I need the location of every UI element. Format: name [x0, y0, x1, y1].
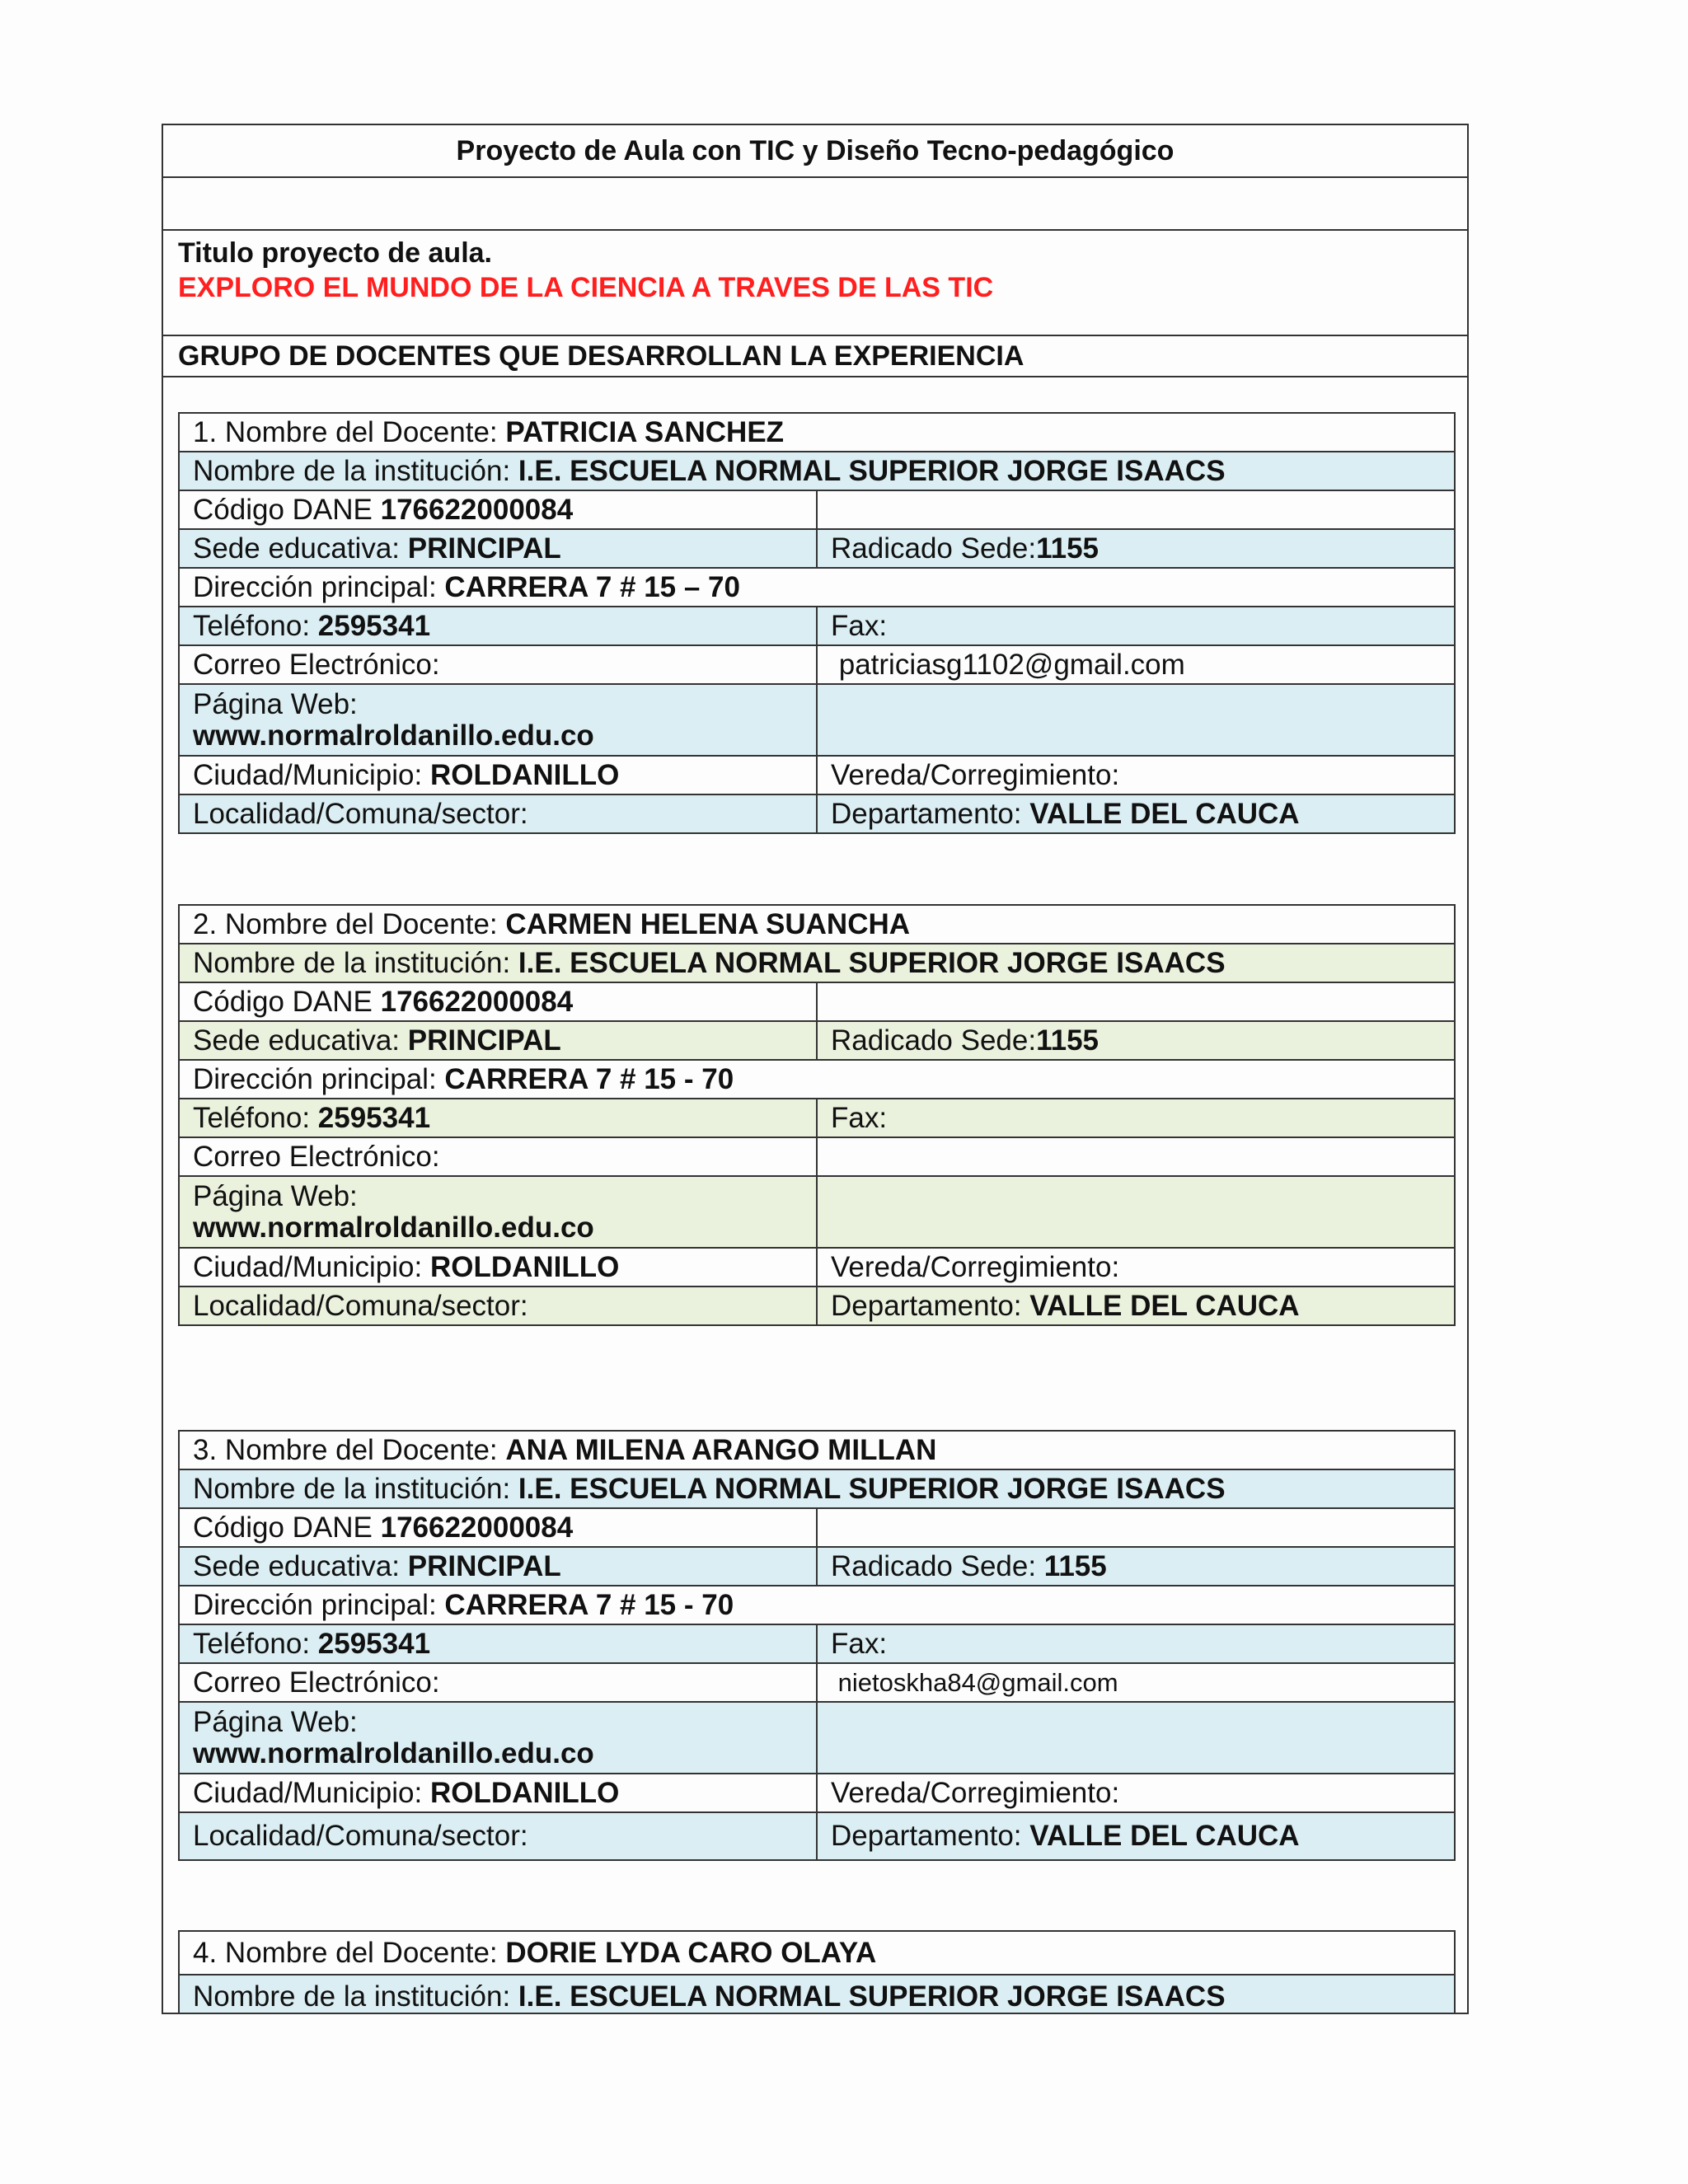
teacher-name: DORIE LYDA CARO OLAYA — [505, 1936, 877, 1969]
web-value: www.normalroldanillo.edu.co — [193, 1736, 594, 1769]
teacher-name-row: 1. Nombre del Docente: PATRICIA SANCHEZ — [179, 413, 1455, 452]
empty-row — [163, 178, 1467, 231]
web-value: www.normalroldanillo.edu.co — [193, 1211, 594, 1244]
document-frame — [162, 124, 1469, 2014]
teacher-name-row: 2. Nombre del Docente: CARMEN HELENA SUANCHA — [179, 905, 1455, 944]
teacher-name: CARMEN HELENA SUANCHA — [505, 907, 911, 940]
institution-row: Nombre de la institución: I.E. ESCUELA NORMAL SUPERIOR JORGE ISAACS — [179, 1469, 1455, 1508]
phone-value: 2595341 — [317, 1627, 431, 1660]
web-row: Página Web: www.normalroldanillo.edu.co — [179, 684, 1455, 756]
sede-value: PRINCIPAL — [407, 1024, 561, 1057]
email-row: Correo Electrónico: nietoskha84@gmail.com — [179, 1663, 1455, 1702]
teacher-table-1 — [178, 412, 1456, 834]
teacher-name-row: 4. Nombre del Docente: DORIE LYDA CARO OLAYA — [179, 1931, 1455, 1975]
sede-value: PRINCIPAL — [407, 1549, 561, 1582]
document-title: Proyecto de Aula con TIC y Diseño Tecno-pedagógico — [163, 125, 1467, 178]
department-value: VALLE DEL CAUCA — [1029, 797, 1300, 830]
city-value: ROLDANILLO — [429, 1776, 620, 1809]
city-row: Ciudad/Municipio: ROLDANILLO Vereda/Corregimiento: — [179, 1774, 1455, 1812]
address-row: Dirección principal: CARRERA 7 # 15 – 70 — [179, 568, 1455, 607]
radicado-value: 1155 — [1036, 1549, 1107, 1582]
phone-row: Teléfono: 2595341 Fax: — [179, 607, 1455, 645]
phone-value: 2595341 — [317, 609, 431, 642]
locality-row: Localidad/Comuna/sector: Departamento: VALLE DEL CAUCA — [179, 794, 1455, 833]
sede-row: Sede educativa: PRINCIPAL Radicado Sede:1155 — [179, 529, 1455, 568]
project-title-label: Titulo proyecto de aula. — [178, 237, 492, 269]
dane-row: Código DANE 176622000084 — [179, 982, 1455, 1021]
institution-value: I.E. ESCUELA NORMAL SUPERIOR JORGE ISAACS — [518, 946, 1226, 979]
teacher-name: PATRICIA SANCHEZ — [505, 415, 785, 448]
locality-row: Localidad/Comuna/sector: Departamento: VALLE DEL CAUCA — [179, 1812, 1455, 1860]
institution-row: Nombre de la institución: I.E. ESCUELA NORMAL SUPERIOR JORGE ISAACS — [179, 452, 1455, 490]
department-value: VALLE DEL CAUCA — [1029, 1289, 1300, 1322]
group-heading: GRUPO DE DOCENTES QUE DESARROLLAN LA EXPERIENCIA — [163, 336, 1467, 377]
project-title-block — [163, 231, 1467, 336]
institution-value: I.E. ESCUELA NORMAL SUPERIOR JORGE ISAACS — [518, 454, 1226, 487]
address-row: Dirección principal: CARRERA 7 # 15 - 70 — [179, 1060, 1455, 1099]
city-value: ROLDANILLO — [429, 758, 620, 791]
teacher-table-2 — [178, 904, 1456, 1326]
institution-value: I.E. ESCUELA NORMAL SUPERIOR JORGE ISAACS — [518, 1472, 1226, 1505]
address-value: CARRERA 7 # 15 – 70 — [444, 570, 740, 603]
dane-row: Código DANE 176622000084 — [179, 1508, 1455, 1547]
institution-row: Nombre de la institución: I.E. ESCUELA NORMAL SUPERIOR JORGE ISAACS — [179, 944, 1455, 982]
teacher-name-row: 3. Nombre del Docente: ANA MILENA ARANGO MILLAN — [179, 1431, 1455, 1469]
sede-row: Sede educativa: PRINCIPAL Radicado Sede:1155 — [179, 1021, 1455, 1060]
sede-value: PRINCIPAL — [407, 532, 561, 565]
teacher-table-4 — [178, 1930, 1456, 2014]
email-value: nietoskha84@gmail.com — [837, 1667, 1118, 1697]
email-value: patriciasg1102@gmail.com — [838, 648, 1185, 681]
address-value: CARRERA 7 # 15 - 70 — [444, 1588, 734, 1621]
locality-row: Localidad/Comuna/sector: Departamento: VALLE DEL CAUCA — [179, 1286, 1455, 1325]
email-row: Correo Electrónico: patriciasg1102@gmail.com — [179, 645, 1455, 684]
web-row: Página Web: www.normalroldanillo.edu.co — [179, 1702, 1455, 1774]
phone-value: 2595341 — [317, 1101, 431, 1134]
city-row: Ciudad/Municipio: ROLDANILLO Vereda/Corregimiento: — [179, 756, 1455, 794]
dane-row: Código DANE 176622000084 — [179, 490, 1455, 529]
email-row: Correo Electrónico: — [179, 1137, 1455, 1176]
city-row: Ciudad/Municipio: ROLDANILLO Vereda/Corregimiento: — [179, 1248, 1455, 1286]
phone-row: Teléfono: 2595341 Fax: — [179, 1624, 1455, 1663]
city-value: ROLDANILLO — [429, 1250, 620, 1283]
phone-row: Teléfono: 2595341 Fax: — [179, 1099, 1455, 1137]
institution-value: I.E. ESCUELA NORMAL SUPERIOR JORGE ISAACS — [518, 1980, 1226, 2013]
dane-value: 176622000084 — [380, 1511, 574, 1544]
dane-value: 176622000084 — [380, 985, 574, 1018]
dane-value: 176622000084 — [380, 493, 574, 526]
teacher-table-3 — [178, 1430, 1456, 1861]
project-title: EXPLORO EL MUNDO DE LA CIENCIA A TRAVES DE LAS TIC — [178, 272, 994, 303]
teacher-name: ANA MILENA ARANGO MILLAN — [505, 1433, 937, 1466]
department-value: VALLE DEL CAUCA — [1029, 1820, 1300, 1852]
web-value: www.normalroldanillo.edu.co — [193, 719, 594, 752]
address-row: Dirección principal: CARRERA 7 # 15 - 70 — [179, 1586, 1455, 1624]
web-row: Página Web: www.normalroldanillo.edu.co — [179, 1176, 1455, 1248]
institution-row: Nombre de la institución: I.E. ESCUELA NORMAL SUPERIOR JORGE ISAACS — [179, 1975, 1455, 2014]
radicado-value: 1155 — [1036, 1024, 1100, 1057]
radicado-value: 1155 — [1036, 532, 1100, 565]
sede-row: Sede educativa: PRINCIPAL Radicado Sede: 1155 — [179, 1547, 1455, 1586]
address-value: CARRERA 7 # 15 - 70 — [444, 1062, 734, 1095]
